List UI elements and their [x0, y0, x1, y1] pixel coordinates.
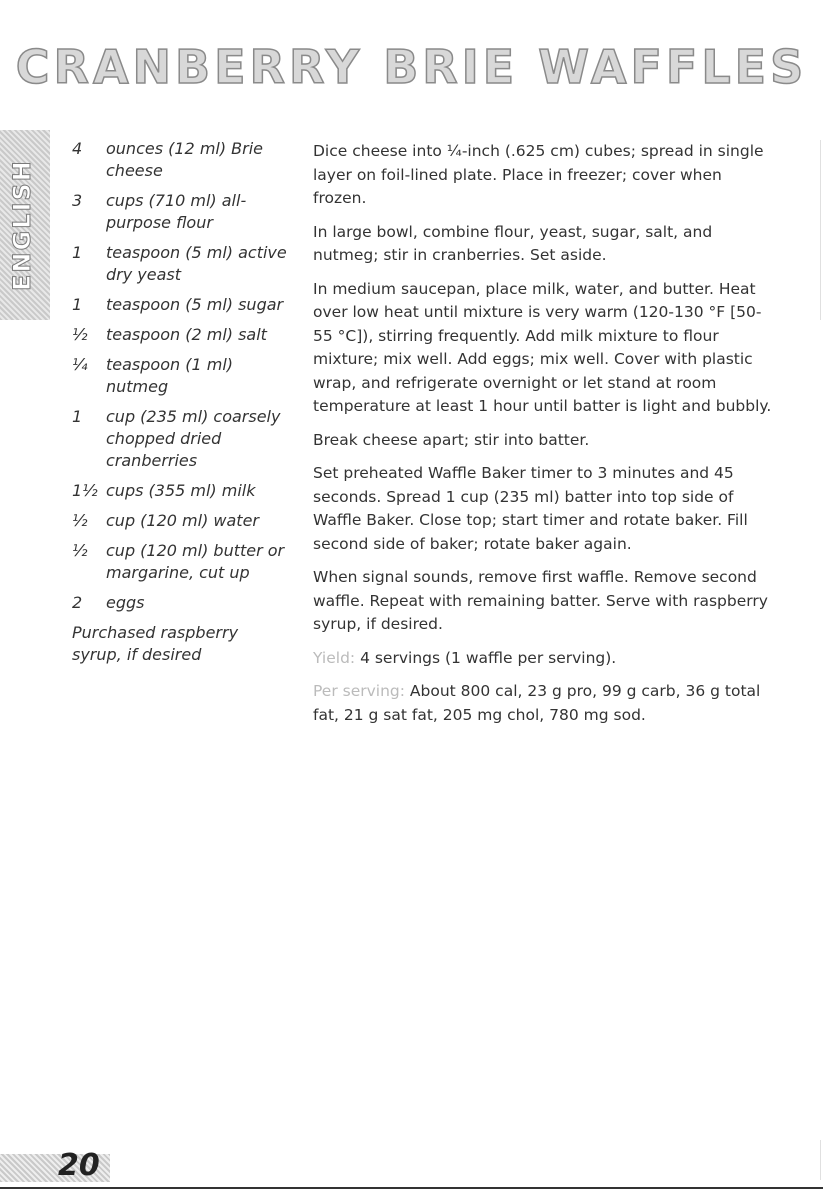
ingredient-item — [72, 592, 292, 614]
yield-line — [313, 647, 775, 671]
direction-step: Break cheese apart; stir into batter. — [313, 430, 590, 449]
ingredient-item — [72, 242, 292, 286]
ingredient-quantity: 3 — [72, 191, 83, 210]
margin-rule — [820, 1140, 821, 1180]
ingredient-item — [72, 354, 292, 398]
nutrition-line — [313, 680, 775, 727]
direction-step: Dice cheese into ¼-inch (.625 cm) cubes; spread in single layer on foil-lined plate. Place in freezer; cover when frozen. — [313, 142, 764, 207]
ingredient-quantity: ¼ — [72, 355, 88, 374]
direction-step: When signal sounds, remove first waffle. Remove second waffle. Repeat with remaining batter. Serve with raspberry syrup, if desired. — [313, 568, 768, 633]
ingredient-quantity: ½ — [72, 511, 88, 530]
direction-step: In large bowl, combine flour, yeast, sugar, salt, and nutmeg; stir in cranberries. Set aside. — [313, 222, 713, 264]
yield-label: Yield: — [313, 648, 356, 667]
ingredient-quantity: 4 — [72, 139, 83, 158]
ingredient-item — [72, 510, 292, 532]
ingredient-item — [72, 138, 292, 182]
ingredient-item — [72, 294, 292, 316]
ingredient-quantity: 1 — [72, 407, 83, 426]
ingredient-quantity: 1½ — [72, 481, 98, 500]
ingredient-quantity: 1 — [72, 243, 83, 262]
ingredient-description: cups (710 ml) all-purpose flour — [106, 191, 247, 232]
page-title: CRANBERRY BRIE WAFFLES — [15, 40, 808, 94]
yield-text: 4 servings (1 waffle per serving). — [355, 648, 617, 667]
per-serving-text: About 800 cal, 23 g pro, 99 g carb, 36 g total fat, 21 g sat fat, 205 mg chol, 780 mg sod. — [313, 682, 761, 724]
per-serving-label: Per serving: — [313, 682, 405, 700]
ingredient-item — [72, 190, 292, 234]
ingredient-description: teaspoon (5 ml) sugar — [106, 295, 284, 314]
ingredient-description: eggs — [106, 593, 145, 612]
ingredient-item — [72, 324, 292, 346]
ingredient-quantity: ½ — [72, 325, 88, 344]
directions — [313, 140, 775, 737]
ingredient-description: cup (120 ml) butter or margarine, cut up — [106, 541, 285, 582]
ingredient-description: cup (235 ml) coarsely chopped dried cranberries — [106, 407, 281, 470]
ingredient-item — [72, 406, 292, 472]
ingredient-description: teaspoon (2 ml) salt — [106, 325, 267, 344]
bottom-rule — [0, 1187, 823, 1189]
language-tab-label: ENGLISH — [8, 159, 36, 291]
ingredient-note: Purchased raspberry syrup, if desired — [72, 623, 239, 664]
ingredient-quantity: 1 — [72, 295, 83, 314]
ingredient-description: cups (355 ml) milk — [106, 481, 256, 500]
ingredient-item — [72, 480, 292, 502]
ingredient-quantity: ½ — [72, 541, 88, 560]
ingredient-list — [72, 138, 292, 666]
ingredient-description: ounces (12 ml) Brie cheese — [106, 139, 264, 180]
direction-step: Set preheated Waffle Baker timer to 3 minutes and 45 seconds. Spread 1 cup (235 ml) batter into top side of Waffle Baker. Close top; start timer and rotate baker. Fill second side of baker; rotate baker again. — [313, 464, 748, 553]
ingredient-description: teaspoon (5 ml) active dry yeast — [106, 243, 287, 284]
ingredient-quantity: 2 — [72, 593, 83, 612]
page-number: 20 — [58, 1148, 100, 1183]
ingredient-item — [72, 540, 292, 584]
margin-rule — [820, 140, 821, 320]
ingredient-description: cup (120 ml) water — [106, 511, 259, 530]
direction-step: In medium saucepan, place milk, water, and butter. Heat over low heat until mixture is very warm (120-130 °F [50-55 °C]), stirring frequently. Add milk mixture to flour mixture; mix well. Add eggs; mix well. Cover with plastic wrap, and refrigerate overnight or let stand at room temperature at least 1 hour until batter is light and bubbly. — [313, 279, 772, 415]
ingredient-description: teaspoon (1 ml) nutmeg — [106, 355, 233, 396]
